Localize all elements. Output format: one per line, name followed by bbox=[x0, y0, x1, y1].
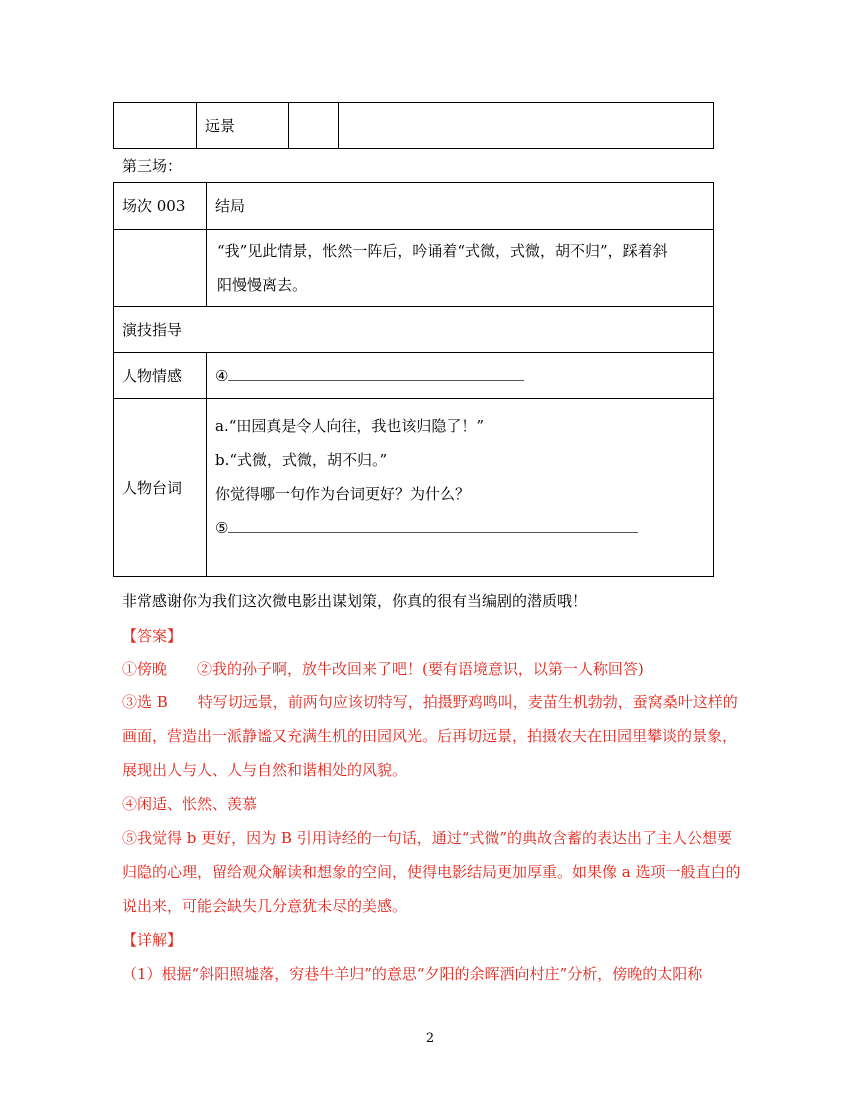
detail-line: （1）根据“斜阳照墟落，穷巷牛羊归”的意思“夕阳的余晖洒向村庄”分析，傍晚的太阳称 bbox=[122, 965, 703, 983]
scene-label-cell: 场次 003 bbox=[114, 183, 207, 230]
answer-line-4: 展现出人与人、人与自然和谐相处的风貌。 bbox=[122, 761, 408, 779]
empty-cell bbox=[339, 103, 714, 149]
detail-heading: 【详解】 bbox=[122, 931, 183, 949]
scene-description-cell bbox=[207, 230, 714, 307]
question-text: 你觉得哪一句作为台词更好？为什么？ bbox=[215, 485, 471, 503]
answer-heading: 【答案】 bbox=[122, 627, 183, 645]
option-b: b.“式微，式微，胡不归。” bbox=[215, 451, 388, 469]
answer-blank[interactable] bbox=[228, 518, 638, 533]
answer-line-6: ⑤我觉得 b 更好，因为 B 引用诗经的一句话，通过“式微”的典故含蓄的表达出了主人公想要 bbox=[122, 829, 733, 847]
description-line: 阳慢慢离去。 bbox=[217, 276, 308, 294]
closing-text: 非常感谢你为我们这次微电影出谋划策，你真的很有当编剧的潜质哦！ bbox=[122, 592, 588, 610]
emotion-blank[interactable] bbox=[228, 366, 524, 381]
scene-table bbox=[113, 182, 714, 577]
answer-line-2: ③选 B 特写切远景，前两句应该切特写，拍摄野鸡鸣叫，麦苗生机勃勃，蚕窝桑叶这样的 bbox=[122, 693, 738, 711]
emotion-answer-cell bbox=[207, 353, 714, 399]
emotion-marker: ④ bbox=[215, 366, 229, 385]
acting-guide-cell: 演技指导 bbox=[114, 307, 714, 353]
empty-cell bbox=[114, 230, 207, 307]
lines-content-cell bbox=[207, 399, 714, 577]
answer-line-5: ④闲适、怅然、羡慕 bbox=[122, 795, 258, 813]
scene3-heading: 第三场： bbox=[122, 157, 183, 175]
option-a: a.“田园真是令人向往，我也该归隐了！” bbox=[215, 417, 485, 435]
empty-cell bbox=[289, 103, 339, 149]
answer-marker: ⑤ bbox=[215, 519, 229, 537]
answer-line-7: 归隐的心理，留给观众解读和想象的空间，使得电影结局更加厚重。如果像 a 选项一般直白的 bbox=[122, 863, 741, 881]
answer-line-1: ①傍晚 ②我的孙子啊，放牛改回来了吧！(要有语境意识，以第一人称回答) bbox=[122, 660, 644, 678]
page-number: 2 bbox=[425, 1031, 435, 1046]
emotion-label-cell: 人物情感 bbox=[114, 353, 207, 399]
answer-line bbox=[215, 511, 713, 545]
scene-name-cell: 结局 bbox=[207, 183, 714, 230]
empty-cell bbox=[114, 103, 197, 149]
shot-type-cell: 远景 bbox=[197, 103, 289, 149]
shot-table-fragment bbox=[113, 102, 714, 149]
lines-label-cell: 人物台词 bbox=[114, 399, 207, 577]
answer-line-8: 说出来，可能会缺失几分意犹未尽的美感。 bbox=[122, 897, 408, 915]
answer-line-3: 画面，营造出一派静谧又充满生机的田园风光。后再切远景，拍摄农夫在田园里攀谈的景象， bbox=[122, 727, 738, 745]
description-line: “我”见此情景，怅然一阵后，吟诵着“式微，式微，胡不归”，踩着斜 bbox=[217, 242, 668, 260]
